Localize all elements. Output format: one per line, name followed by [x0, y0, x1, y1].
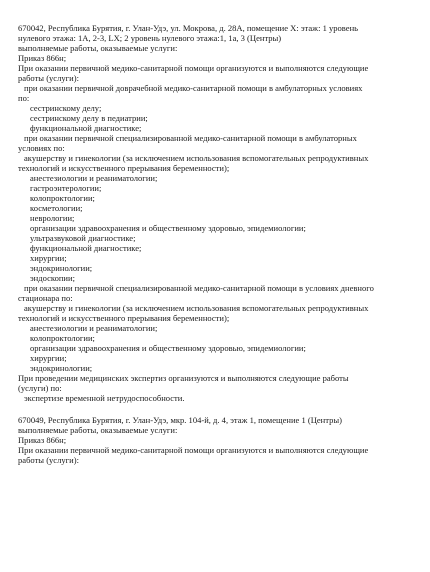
document-text-line: технологий и искусственного прерывания беременности);: [18, 313, 230, 323]
license-address-block-mokrova: [18, 23, 416, 403]
document-text-line: работы (услуги):: [18, 455, 79, 465]
document-text-line: технологий и искусственного прерывания беременности);: [18, 163, 230, 173]
document-text-line: эндокринологии;: [30, 263, 93, 273]
document-text-line: сестринскому делу;: [30, 103, 102, 113]
document-text-line: функциональной диагностике;: [30, 123, 142, 133]
document-text-line: колопроктологии;: [30, 333, 95, 343]
document-text-line: нулевого этажа: 1А, 2-3, LX; 2 уровень нулевого этажа:1, 1а, 3 (Центры): [18, 33, 282, 43]
document-text-line: анестезиологии и реаниматологии;: [30, 173, 158, 183]
document-text-line: (услуги) по:: [18, 383, 62, 393]
block-spacer: [18, 403, 416, 415]
document-text-line: гастроэнтерологии;: [30, 183, 102, 193]
document-text-line: акушерству и гинекологии (за исключением использования вспомогательных репродуктивных: [24, 303, 369, 313]
document-text-line: при оказании первичной доврачебной медико-санитарной помощи в амбулаторных условиях: [24, 83, 363, 93]
document-text-line: эндоскопии;: [30, 273, 75, 283]
document-text-line: стационара по:: [18, 293, 73, 303]
document-text-line: акушерству и гинекологии (за исключением использования вспомогательных репродуктивных: [24, 153, 369, 163]
document-text-line: ультразвуковой диагностике;: [30, 233, 136, 243]
document-text-line: При оказании первичной медико-санитарной помощи организуются и выполняются следующие: [18, 445, 369, 455]
document-text-line: по:: [18, 93, 30, 103]
document-text-line: Приказ 866н;: [18, 435, 67, 445]
document-text-line: функциональной диагностике;: [30, 243, 142, 253]
document-text-line: неврологии;: [30, 213, 75, 223]
document-text-line: При проведении медицинских экспертиз организуются и выполняются следующие работы: [18, 373, 349, 383]
document-text-line: выполняемые работы, оказываемые услуги:: [18, 425, 178, 435]
document-text-line: эндокринологии;: [30, 363, 93, 373]
document-text-line: 670049, Республика Бурятия, г. Улан-Удэ, мкр. 104-й, д. 4, этаж 1, помещение 1 (Центры): [18, 415, 342, 425]
document-text-line: работы (услуги):: [18, 73, 79, 83]
document-text-line: при оказании первичной специализированной медико-санитарной помощи в условиях дневного: [24, 283, 374, 293]
document-text-line: организации здравоохранения и общественному здоровью, эпидемиологии;: [30, 343, 306, 353]
document-text-line: при оказании первичной специализированной медико-санитарной помощи в амбулаторных: [24, 133, 357, 143]
document-text-line: выполняемые работы, оказываемые услуги:: [18, 43, 178, 53]
document-text-line: Приказ 866н;: [18, 53, 67, 63]
document-text-line: экспертизе временной нетрудоспособности.: [24, 393, 185, 403]
document-text-line: 670042, Республика Бурятия, г. Улан-Удэ, ул. Мокрова, д. 28А, помещение X: этаж: 1 уровень: [18, 23, 359, 33]
license-address-block-104: [18, 415, 416, 465]
document-text-line: организации здравоохранения и общественному здоровью, эпидемиологии;: [30, 223, 306, 233]
document-text-line: хирургии;: [30, 253, 67, 263]
document-text-line: колопроктологии;: [30, 193, 95, 203]
document-text-line: условиях по:: [18, 143, 65, 153]
document-text-line: При оказании первичной медико-санитарной помощи организуются и выполняются следующие: [18, 63, 369, 73]
document-text-line: анестезиологии и реаниматологии;: [30, 323, 158, 333]
document-text-line: косметологии;: [30, 203, 83, 213]
document-text-line: хирургии;: [30, 353, 67, 363]
document-text-line: сестринскому делу в педиатрии;: [30, 113, 148, 123]
